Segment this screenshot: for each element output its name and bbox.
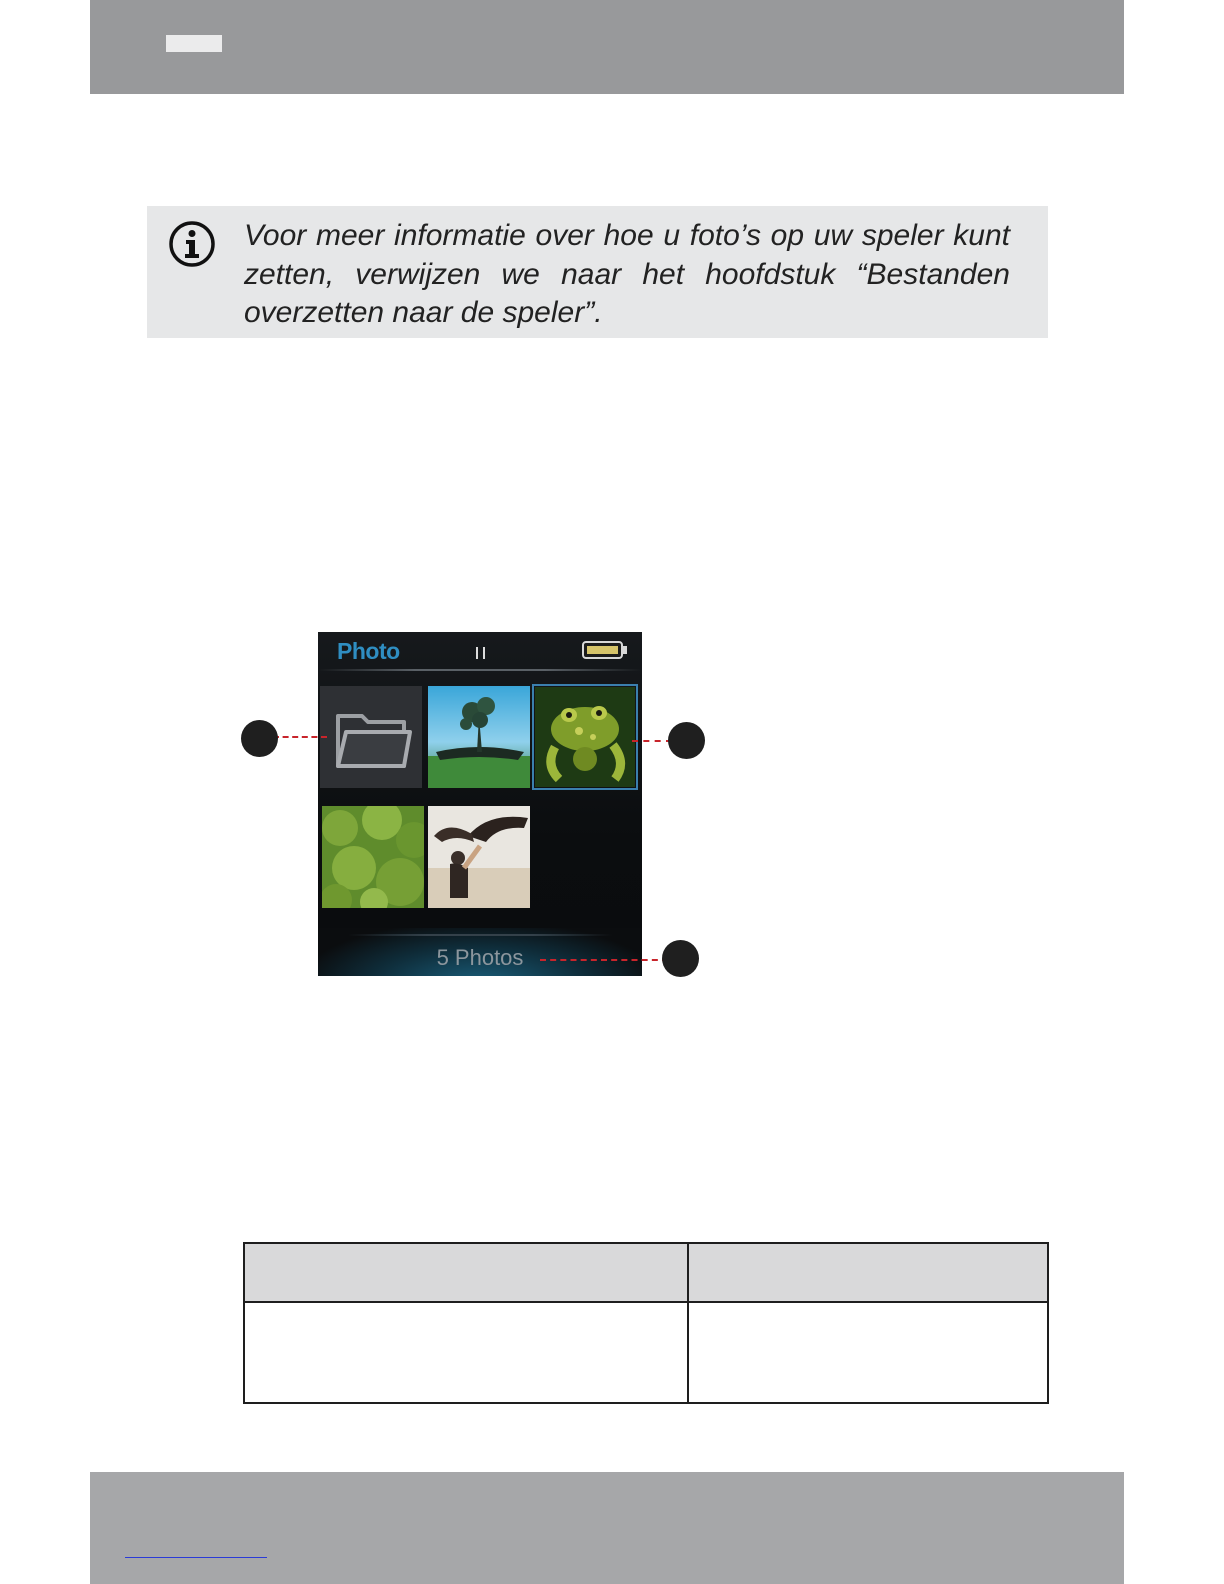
selected-thumbnail-frame bbox=[532, 684, 638, 790]
tree-photo-thumbnail[interactable] bbox=[428, 686, 530, 788]
tree-photo bbox=[428, 686, 530, 788]
footer-divider bbox=[348, 934, 612, 936]
pause-icon bbox=[475, 646, 487, 660]
table-header-cell bbox=[244, 1243, 688, 1302]
info-icon bbox=[168, 220, 216, 268]
info-note-text: Voor meer informatie over hoe u foto’s op uw speler kunt zetten, verwijzen we naar het hoofdstuk “Bestanden overzetten naar de speler”. bbox=[244, 219, 1010, 329]
battery-icon bbox=[582, 641, 628, 659]
table-row bbox=[244, 1302, 1048, 1403]
table-header-row bbox=[244, 1243, 1048, 1302]
device-screen bbox=[318, 632, 642, 976]
callout-line-3 bbox=[540, 959, 668, 961]
page-footer-bar bbox=[90, 1472, 1124, 1584]
folder-thumbnail[interactable] bbox=[320, 686, 422, 788]
bird-photo-thumbnail[interactable] bbox=[428, 806, 530, 908]
info-table bbox=[243, 1242, 1049, 1404]
moss-photo bbox=[322, 806, 424, 908]
callout-marker-3 bbox=[662, 940, 699, 977]
callout-marker-1 bbox=[241, 720, 278, 757]
title-divider bbox=[318, 669, 642, 671]
info-note-box bbox=[147, 206, 1048, 338]
page-header-bar bbox=[90, 0, 1124, 94]
moss-photo-thumbnail[interactable] bbox=[322, 806, 424, 908]
table-header-cell bbox=[688, 1243, 1048, 1302]
photo-count-label: 5 Photos bbox=[436, 945, 524, 970]
header-tab-marker bbox=[166, 35, 222, 52]
device-screen-title: Photo bbox=[337, 638, 400, 664]
callout-line-2 bbox=[632, 740, 672, 742]
callout-line-1 bbox=[273, 736, 327, 738]
table-cell bbox=[244, 1302, 688, 1403]
table-cell bbox=[688, 1302, 1048, 1403]
folder-icon bbox=[320, 686, 422, 788]
bird-photo bbox=[428, 806, 530, 908]
footer-link-underline[interactable] bbox=[125, 1557, 267, 1558]
callout-marker-2 bbox=[668, 722, 705, 759]
